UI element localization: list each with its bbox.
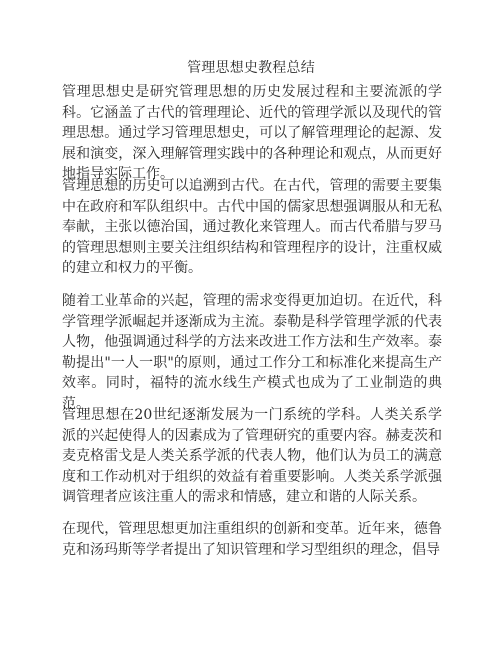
paragraph-5: 在现代，管理思想更加注重组织的创新和变革。近年来，德鲁克和汤玛斯等学者提出了知识管理和学习型组织的理念，倡导 (62, 521, 442, 558)
document-title: 管理思想史教程总结 (187, 60, 315, 76)
paragraph-4: 管理思想在20世纪逐渐发展为一门系统的学科。人类关系学派的兴起使得人的因素成为了管理研究的重要内容。赫麦茨和麦克格雷戈是人类关系学派的代表人物，他们认为员工的满意度和工作动机对于组织的效益有着重要影响。人类关系学派强调管理者应该注重人的需求和情感，建立和谐的人际关系。 (62, 407, 442, 505)
paragraph-2: 管理思想的历史可以追溯到古代。在古代，管理的需要主要集中在政府和军队组织中。古代中国的儒家思想强调服从和无私奉献，主张以德治国，通过教化来管理人。而古代希腊与罗马的管理思想则主要关注组织结构和管理程序的设计，注重权威的建立和权力的平衡。 (62, 178, 442, 276)
paragraph-1: 管理思想史是研究管理思想的历史发展过程和主要流派的学科。它涵盖了古代的管理理论、近代的管理学派以及现代的管理思想。通过学习管理思想史，可以了解管理理论的起源、发展和演变，深入理解管理实践中的各种理论和观点，从而更好地指导实际工作。 (62, 84, 442, 182)
paragraph-3: 随着工业革命的兴起，管理的需求变得更加迫切。在近代，科学管理学派崛起并逐渐成为主流。泰勒是科学管理学派的代表人物，他强调通过科学的方法来改进工作方法和生产效率。泰勒提出"一人一职"的原则，通过工作分工和标准化来提高生产效率。同时，福特的流水线生产模式也成为了工业制造的典范。 (62, 293, 442, 412)
